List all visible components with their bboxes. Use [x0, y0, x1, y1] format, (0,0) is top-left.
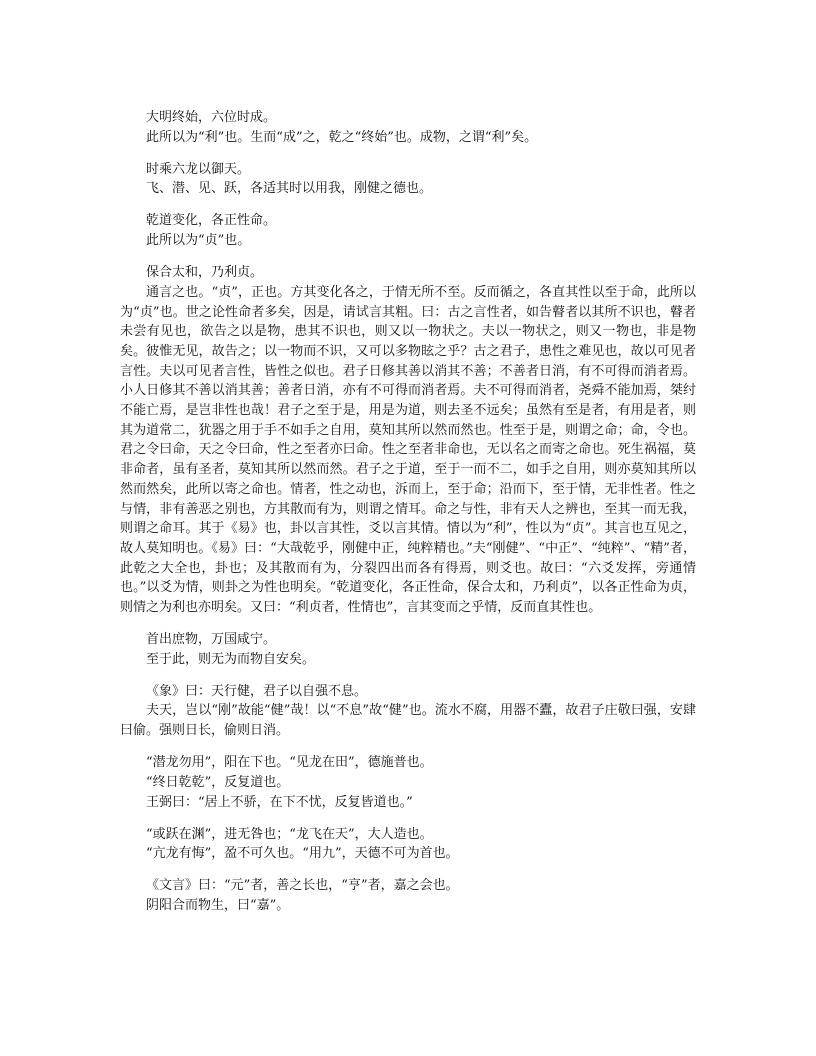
- paragraph-text: 此乾之大全也，卦也；及其散而有为，分裂四出而各有得焉，则爻也。故曰：“六爻发挥，旁通: [120, 560, 683, 576]
- classic-line: 《象》曰：天行健，君子以自强不息。: [146, 683, 368, 699]
- paragraph-text: 命。性之至者非命也，无以名之而寄之命也。死生祸福，莫非命者，虽有圣者，莫知其所以然: [120, 442, 696, 478]
- passage-block-5: [120, 630, 696, 669]
- passage-block-9: [120, 876, 696, 915]
- classic-line: 乾道变化，各正性命。: [146, 213, 277, 229]
- paragraph-text: 其所以然而然也。性至于是，则谓之命；命，令也。君之令曰命，天之令曰命，性之至者亦曰: [120, 422, 696, 458]
- paragraph-text: 所不识也，瞽者未尝有见也，欲告之以是物，患其不识也，则又以一物状之。夫以一物状之，: [120, 304, 696, 340]
- document-page: [120, 108, 696, 928]
- paragraph-text: 不善者日消，有不可得而消者焉。小人日修其不善以消其善；善者日消，亦有不可得而消者焉。: [120, 363, 696, 399]
- commentary-line: 王弼曰：“居上不骄，在下不忧，反复皆道也。”: [146, 794, 413, 810]
- classic-line: 首出庶物，万国咸宁。: [146, 632, 277, 648]
- paragraph-text: 则去圣不远矣；虽然有至是者，有用是者，则其为道常二，犹器之用于手不如手之自用，莫知: [120, 403, 696, 438]
- passage-block-6: [120, 682, 696, 741]
- classic-line: 保合太和，乃利贞。: [146, 265, 264, 281]
- passage-block-2: [120, 160, 696, 199]
- commentary-line: 阴阳合而物生，曰“嘉”。: [146, 897, 290, 913]
- paragraph-text: 则又一物也，非是物矣。彼惟无见，故告之；以一物而不识，又可以多物眩之乎？古之君子，: [120, 324, 696, 359]
- classic-line: “终日乾乾”，反复道也。: [146, 774, 290, 790]
- paragraph-text: 患性之难见也，故以可见者言性。夫以可见者言性，皆性之似也。君子日修其善以消其不善；: [120, 343, 696, 379]
- paragraph-text: 明也。《易》曰：“大哉乾乎，刚健中正，纯粹精也。”夫“刚健”、“中正”、“纯粹”、“精”者，: [172, 540, 696, 556]
- paragraph-text: 命为贞，则情之为利也亦明矣。又曰：“利贞者，性情也”，言其变而之乎情，反而直其性也。: [120, 580, 696, 616]
- passage-block-8: [120, 825, 696, 864]
- commentary-paragraph: [120, 283, 696, 618]
- classic-line: “潜龙勿用”，阳在下也。“见龙在田”，德施普也。: [146, 755, 433, 771]
- commentary-line: 此所以为“利”也。生而“成”之，乾之“终始”也。成物，之谓“利”矣。: [146, 129, 538, 145]
- classic-line: 《文言》曰：“元”者，善之长也，“亨”者，嘉之会也。: [146, 878, 459, 894]
- paragraph-text: 夫天，岂以“刚”故能“健”哉！以“不息”故“健”也。流水不腐，用器不蠹，故君子: [146, 703, 605, 719]
- classic-line: “或跃在渊”，进无咎也；“龙飞在天”，大人造也。: [146, 826, 433, 842]
- commentary-line: 此所以为“贞”也。: [146, 233, 251, 249]
- commentary-line: 飞、潜、见、跃，各适其时以用我，刚健之德也。: [146, 181, 433, 197]
- paragraph-text: 情者，性之动也，泝而上，至于命；沿而下，至于情，无非性者。性之与情，非有善恶之别也，: [120, 481, 696, 517]
- paragraph-text: 通言之也。“贞”，正也。方其变化各之，于情无所不至。反而循之，各直其性以至于命，: [146, 284, 657, 300]
- paragraph-text: 此所以为“贞”也。世之论性命者多矣，因是，请试言其粗。曰：古之言性者，如告瞽者以其: [120, 284, 696, 320]
- paragraph-text: 情也。”以爻为情，则卦之为性也明矣。“乾道变化，各正性命，保合太和，乃利贞”，以各正性: [120, 560, 696, 596]
- paragraph-text: 夫不可得而消者，尧舜不能加焉，桀纣不能亡焉，是岂非性也哉！君子之至于是，用是为道，: [120, 383, 696, 419]
- paragraph-text: 方其散而有为，则谓之情耳。命之与性，非有天人之辨也，至其一而无我，则谓之命耳。其于: [120, 501, 696, 537]
- paragraph-text: 而然。君子之于道，至于一而不二，如手之自用，则亦莫知其所以然而然矣，此所以寄之命也。: [120, 462, 696, 497]
- passage-block-1: [120, 108, 696, 147]
- classic-line: 时乘六龙以御天。: [146, 161, 251, 177]
- passage-block-7: [120, 753, 696, 812]
- paragraph-text: 《易》也，卦以言其性，爻以言其情。情以为“利”，性以为“贞”。其言也互见之，故人莫知: [120, 521, 696, 556]
- classic-line: 大明终始，六位时成。: [146, 110, 277, 125]
- passage-block-4: [120, 263, 696, 618]
- commentary-line: 至于此，则无为而物自安矣。: [146, 651, 316, 667]
- commentary-paragraph: [120, 701, 696, 740]
- classic-line: “亢龙有悔”，盈不可久也。“用九”，天德不可为首也。: [146, 846, 459, 862]
- paragraph-text: 庄敬曰强，安肆曰偷。强则日长，偷则日消。: [120, 703, 696, 739]
- passage-block-3: [120, 211, 696, 250]
